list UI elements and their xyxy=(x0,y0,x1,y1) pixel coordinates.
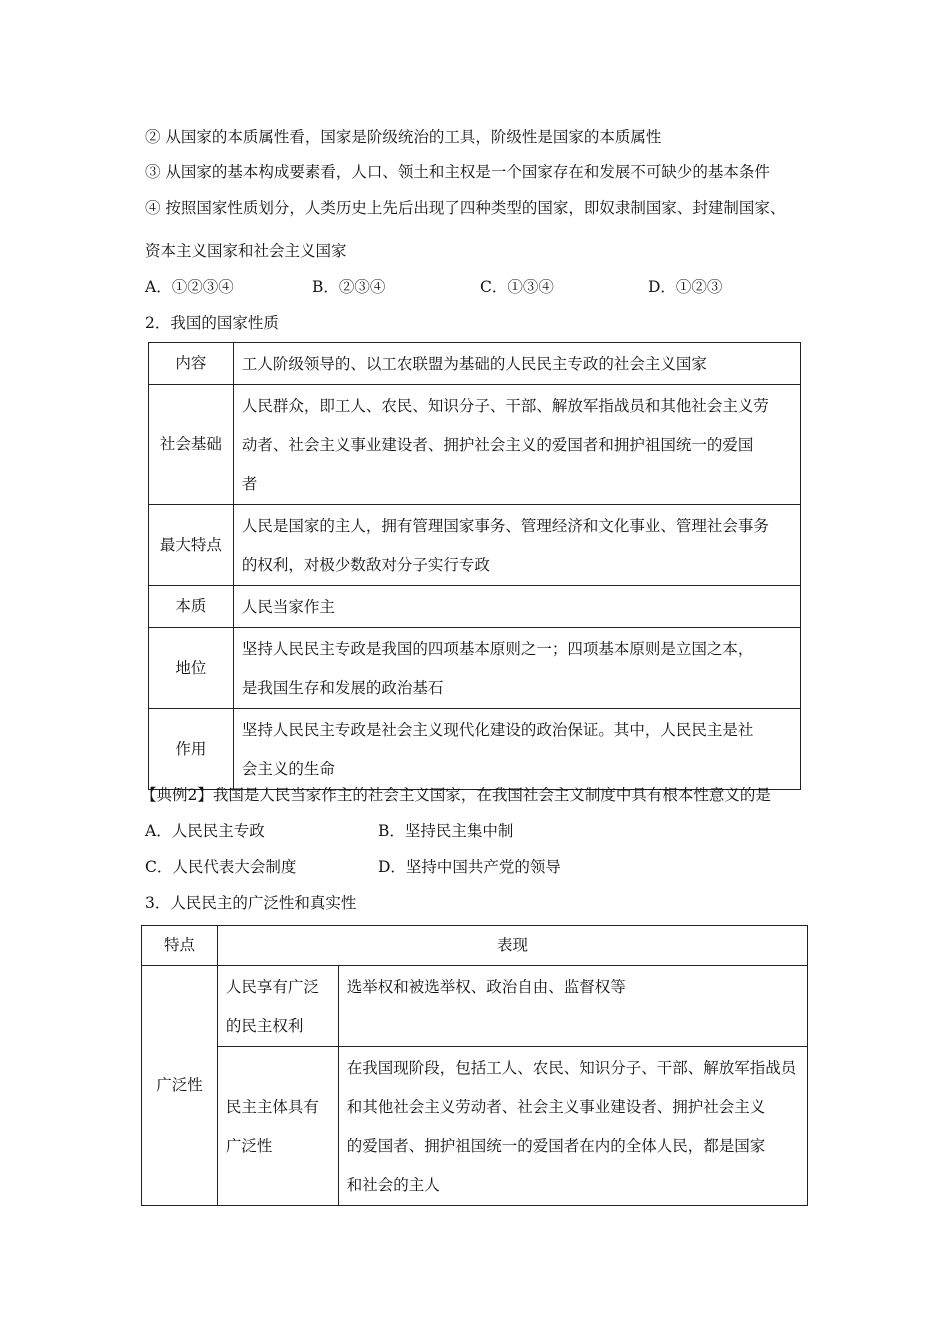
table-row xyxy=(149,628,801,709)
header-feature: 特点 xyxy=(142,926,218,966)
q1-option-d: D．①②③ xyxy=(648,278,723,296)
table-row xyxy=(149,385,801,505)
row-content: 人民是国家的主人，拥有管理国家事务、管理经济和文化事业、管理社会事务 的权利，对极少数敌对分子实行专政 xyxy=(233,505,800,586)
row-content: 人民当家作主 xyxy=(233,586,800,628)
table-row xyxy=(142,1047,808,1206)
sub-label: 民主主体具有 广泛性 xyxy=(217,1047,338,1206)
example-2-option-a: A．人民民主专政 xyxy=(145,822,265,840)
statement-3: ③ 从国家的基本构成要素看，人口、领土和主权是一个国家存在和发展不可缺少的基本条件 xyxy=(145,163,770,181)
national-nature-table xyxy=(148,342,801,790)
sub-detail: 选举权和被选举权、政治自由、监督权等 xyxy=(338,966,807,1047)
section-2-title: 2．我国的国家性质 xyxy=(145,314,279,332)
example-2-option-d: D．坚持中国共产党的领导 xyxy=(378,858,561,876)
row-label: 本质 xyxy=(149,586,234,628)
q1-option-c: C．①③④ xyxy=(480,278,554,296)
row-content: 人民群众，即工人、农民、知识分子、干部、解放军指战员和其他社会主义劳 动者、社会主义事业建设者、拥护社会主义的爱国者和拥护祖国统一的爱国 者 xyxy=(233,385,800,505)
q1-option-a: A．①②③④ xyxy=(145,278,234,296)
table-row xyxy=(149,586,801,628)
row-label: 地位 xyxy=(149,628,234,709)
header-manifestation: 表现 xyxy=(217,926,807,966)
example-2-option-c: C．人民代表大会制度 xyxy=(145,858,297,876)
row-label: 内容 xyxy=(149,343,234,385)
row-content: 坚持人民民主专政是社会主义现代化建设的政治保证。其中，人民民主是社 会主义的生命 xyxy=(233,709,800,790)
row-content: 工人阶级领导的、以工农联盟为基础的人民民主专政的社会主义国家 xyxy=(233,343,800,385)
section-3-title: 3．人民民主的广泛性和真实性 xyxy=(145,894,357,912)
sub-label: 人民享有广泛 的民主权利 xyxy=(217,966,338,1047)
democracy-breadth-table xyxy=(141,925,808,1206)
table-row xyxy=(149,343,801,385)
statement-2: ② 从国家的本质属性看，国家是阶级统治的工具，阶级性是国家的本质属性 xyxy=(145,128,662,146)
row-label: 社会基础 xyxy=(149,385,234,505)
table-header-row xyxy=(142,926,808,966)
row-label: 最大特点 xyxy=(149,505,234,586)
row-content: 坚持人民民主专政是我国的四项基本原则之一；四项基本原则是立国之本， 是我国生存和发展的政治基石 xyxy=(233,628,800,709)
example-2-option-b: B．坚持民主集中制 xyxy=(378,822,514,840)
sub-detail: 在我国现阶段，包括工人、农民、知识分子、干部、解放军指战员 和其他社会主义劳动者、社会主义事业建设者、拥护社会主义 的爱国者、拥护祖国统一的爱国者在内的全体人民，都是国家 和社会的主人 xyxy=(338,1047,807,1206)
table-row xyxy=(142,966,808,1047)
statement-4-continued: 资本主义国家和社会主义国家 xyxy=(145,242,347,260)
table-row xyxy=(149,505,801,586)
row-label: 作用 xyxy=(149,709,234,790)
feature-label: 广泛性 xyxy=(142,966,218,1206)
statement-4: ④ 按照国家性质划分，人类历史上先后出现了四种类型的国家，即奴隶制国家、封建制国家、 xyxy=(145,199,786,217)
q1-option-b: B．②③④ xyxy=(312,278,386,296)
table-row xyxy=(149,709,801,790)
example-2-question: 【典例2】我国是人民当家作主的社会主义国家，在我国社会主义制度中具有根本性意义的是 xyxy=(141,786,771,804)
